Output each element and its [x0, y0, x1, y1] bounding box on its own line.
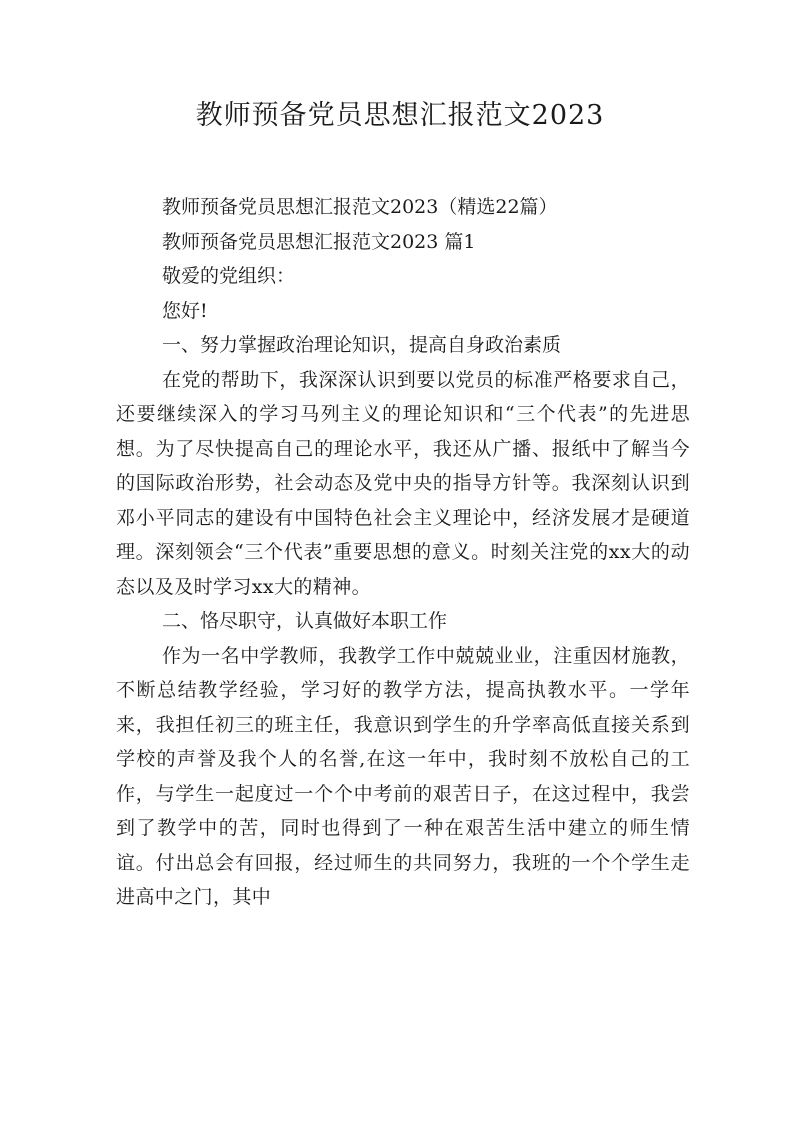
section-paragraph-1: 在党的帮助下，我深深认识到要以党员的标准严格要求自己，还要继续深入的学习马列主义的理论知识和“三个代表”的先进思想。为了尽快提高自己的理论水平，我还从广播、报纸中了解当今的国际政治形势，社会动态及党中央的指导方针等。我深刻认识到邓小平同志的建设有中国特色社会主义理论中，经济发展才是硬道理。深刻领会“三个代表”重要思想的意义。时刻关注党的xx大的动态以及及时学习xx大的精神。: [116, 368, 690, 598]
section-paragraph-2: 作为一名中学教师，我教学工作中兢兢业业，注重因材施教，不断总结教学经验，学习好的教学方法，提高执教水平。一学年来，我担任初三的班主任，我意识到学生的升学率高低直接关系到学校的声誉及我个人的名誉,在这一年中，我时刻不放松自己的工作，与学生一起度过一个个中考前的艰苦日子，在这过程中，我尝到了教学中的苦，同时也得到了一种在艰苦生活中建立的师生情谊。付出总会有回报，经过师生的共同努力，我班的一个个学生走进高中之门，其中: [116, 644, 690, 908]
document-subtitle: 教师预备党员思想汇报范文2023（精选22篇）: [162, 196, 558, 218]
greeting: 您好!: [162, 299, 208, 322]
document-title: 教师预备党员思想汇报范文2023: [195, 100, 605, 131]
section-heading-2: 二、恪尽职守，认真做好本职工作: [162, 610, 448, 632]
document-body: [116, 190, 690, 915]
article-heading: 教师预备党员思想汇报范文2023 篇1: [162, 230, 476, 253]
salutation: 敬爱的党组织：: [162, 265, 296, 287]
section-heading-1: 一、努力掌握政治理论知识，提高自身政治素质: [162, 334, 562, 356]
